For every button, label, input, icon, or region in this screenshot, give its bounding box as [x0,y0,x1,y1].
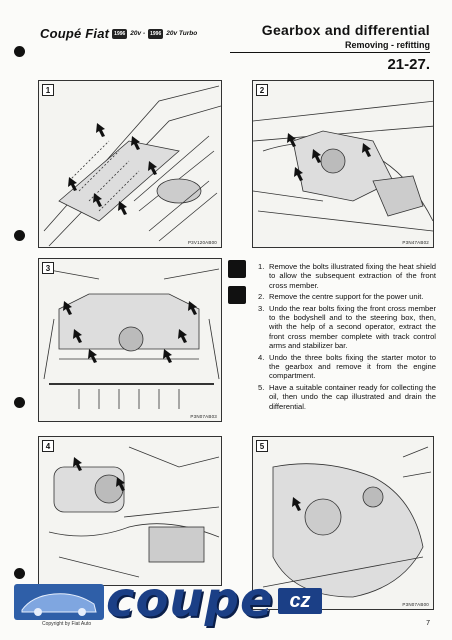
front-cross-member-illustration [39,259,222,422]
instruction-list [258,262,436,413]
header-title-block [262,22,430,50]
binder-hole [14,397,25,408]
binder-hole [14,568,25,579]
figure-code: P3N07AB00 [402,602,429,607]
figure-code: P3N47AB02 [402,240,429,245]
page-number: 7 [426,620,430,627]
instruction-step: 5. Have a suitable container ready for collecting the oil, then undo the cap illustrated and drain the differential. [258,382,436,411]
site-logo-suffix: cz [278,588,322,614]
instruction-step: 1. Remove the bolts illustrated fixing the heat shield to allow the subsequent extraction of the front cross member. [258,262,436,290]
figure-number: 4 [42,440,54,452]
figure-number: 3 [42,262,54,274]
power-unit-support-illustration [253,81,434,248]
figure-4 [38,436,222,586]
figure-1 [38,80,222,248]
starter-motor-illustration [39,437,222,586]
mechanic-workbench-icon [228,286,246,304]
engine-variant: 20v - [130,30,146,37]
site-logo-text: coupe [106,572,274,628]
mechanic-workbench-icon [228,260,246,278]
model-year-badge: 1996 [114,30,126,37]
figure-number: 1 [42,84,54,96]
section-page-code: 21-27. [387,56,430,73]
copyright-notice: Copyright by Fiat Auto [42,621,92,627]
car-silhouette-logo [14,584,104,620]
header-brand [40,26,197,41]
instruction-step: 2. Remove the centre support for the power unit. [258,292,424,302]
brand-name: Coupé Fiat [40,26,110,41]
car-icon [14,584,104,620]
figure-number: 2 [256,84,268,96]
heat-shield-illustration [39,81,222,248]
figure-3 [38,258,222,422]
differential-drain-cap-illustration [253,437,434,610]
figure-code: P3V120AB00 [187,240,217,245]
header-rule [230,52,430,53]
figure-code: P3N07AB03 [190,414,217,419]
figure-2 [252,80,434,248]
figure-number: 5 [256,440,268,452]
engine-variant: 20v Turbo [166,30,198,37]
model-year-badge: 1996 [150,30,162,37]
figure-5 [252,436,434,610]
binder-hole [14,46,25,57]
page-title: Gearbox and differential [261,22,430,38]
instruction-step: 4. Undo the three bolts fixing the starter motor to the gearbox and remove it from the engine compartment. [258,352,436,381]
binder-hole [14,230,25,241]
page-subtitle: Removing - refitting [345,40,430,50]
instruction-step: 3. Undo the rear bolts fixing the front cross member to the bodyshell and to the steering box, then, with the help of a second operator, extract the front cross member complete with track control arms and stabilizer bar. [258,303,436,351]
